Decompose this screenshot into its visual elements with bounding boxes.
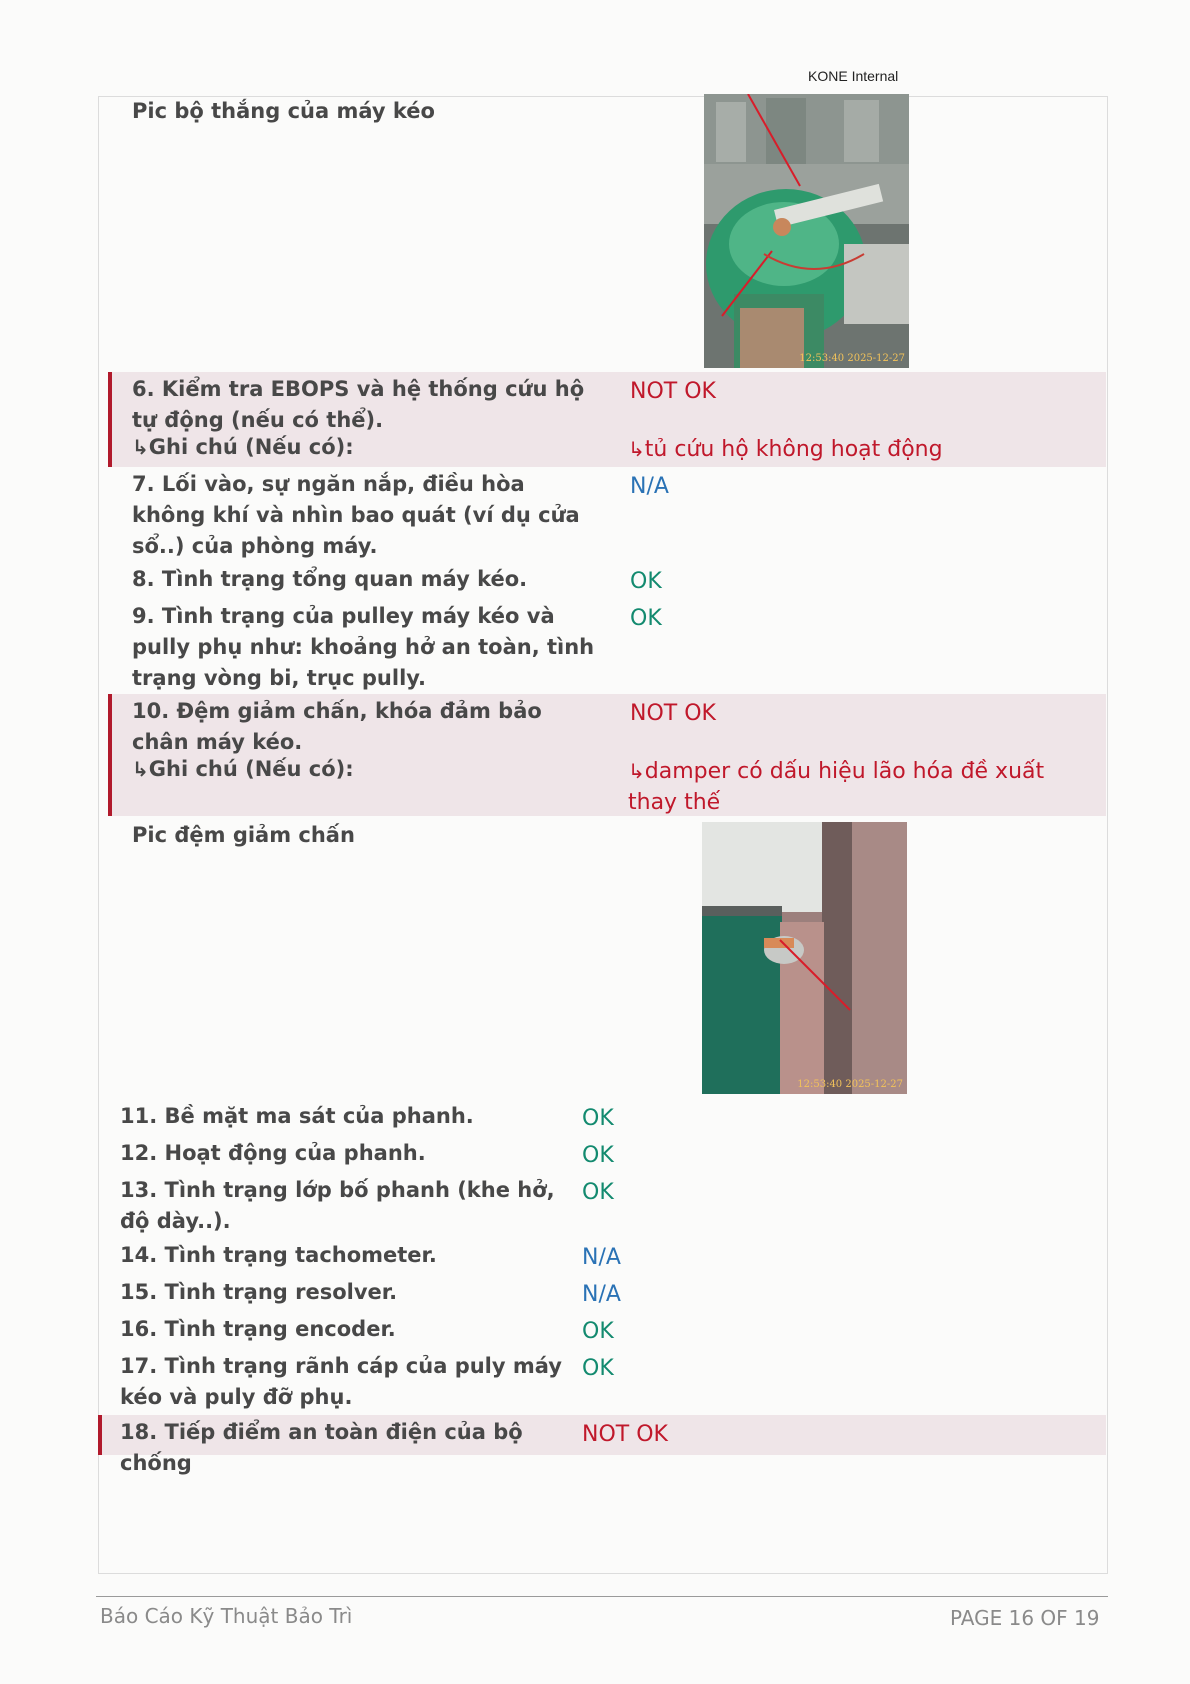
item-status: OK [582, 1180, 614, 1205]
checklist-item-14 [108, 1240, 1106, 1274]
footer-divider [96, 1596, 1108, 1597]
item-status: NOT OK [582, 1422, 668, 1447]
item-question: 13. Tình trạng lớp bố phanh (khe hở, độ dày..). [120, 1178, 555, 1233]
item-question: 18. Tiếp điểm an toàn điện của bộ chống [120, 1420, 523, 1475]
item-status: OK [630, 606, 662, 631]
checklist-item-18 [98, 1415, 1106, 1475]
item-status: OK [630, 569, 662, 594]
item-note: ↳tủ cứu hộ không hoạt động [628, 437, 943, 462]
item-status: N/A [630, 474, 669, 499]
damper-pic-row [108, 818, 1106, 1098]
brake-photo [704, 94, 909, 368]
item-question: 10. Đệm giảm chấn, khóa đảm bảo chân máy kéo. [132, 699, 542, 754]
checklist-item-9 [108, 601, 1106, 693]
item-status: NOT OK [630, 701, 716, 726]
note-arrow-icon: ↳ [132, 435, 149, 459]
note-arrow-icon: ↳ [628, 437, 645, 461]
checklist-item-12 [108, 1138, 1106, 1172]
damper-photo-image [702, 822, 907, 1094]
item-status: OK [582, 1319, 614, 1344]
brake-pic-row [108, 96, 1106, 372]
classification-label: KONE Internal [808, 68, 899, 84]
damper-pic-label: Pic đệm giảm chấn [132, 823, 355, 847]
brake-photo-timestamp: 12:53:40 2025-12-27 [799, 353, 905, 364]
item-status: N/A [582, 1245, 621, 1270]
note-arrow-icon: ↳ [628, 759, 645, 783]
item-question: 7. Lối vào, sự ngăn nắp, điều hòa không khí và nhìn bao quát (ví dụ cửa sổ..) của phòng máy. [132, 472, 580, 558]
item-question: 11. Bề mặt ma sát của phanh. [120, 1104, 474, 1128]
item-question: 8. Tình trạng tổng quan máy kéo. [132, 567, 528, 591]
item-question: 17. Tình trạng rãnh cáp của puly máy kéo và puly đỡ phụ. [120, 1354, 562, 1409]
item-question: 14. Tình trạng tachometer. [120, 1243, 437, 1267]
checklist-item-6 [108, 372, 1106, 467]
checklist-item-10 [108, 694, 1106, 816]
item-status: NOT OK [630, 379, 716, 404]
checklist-item-16 [108, 1314, 1106, 1348]
item-question: 9. Tình trạng của pulley máy kéo và pully phụ như: khoảng hở an toàn, tình trạng vòng bi, trục pully. [132, 604, 595, 690]
item-question: 12. Hoạt động của phanh. [120, 1141, 426, 1165]
page-number: PAGE 16 OF 19 [950, 1606, 1100, 1630]
item-status: N/A [582, 1282, 621, 1307]
item-note-label: ↳Ghi chú (Nếu có): [132, 435, 354, 459]
checklist-item-15 [108, 1277, 1106, 1311]
item-question: 16. Tình trạng encoder. [120, 1317, 396, 1341]
item-note: ↳damper có dấu hiệu lão hóa đề xuất thay thế [628, 759, 1045, 815]
footer-title: Báo Cáo Kỹ Thuật Bảo Trì [100, 1604, 353, 1628]
damper-photo-timestamp: 12:53:40 2025-12-27 [797, 1079, 903, 1090]
item-question: 6. Kiểm tra EBOPS và hệ thống cứu hộ tự động (nếu có thể). [132, 377, 585, 432]
item-note-label: ↳Ghi chú (Nếu có): [132, 757, 354, 781]
brake-photo-image [704, 94, 909, 368]
checklist-item-11 [108, 1101, 1106, 1135]
item-status: OK [582, 1356, 614, 1381]
checklist-item-8 [108, 564, 1106, 598]
note-arrow-icon: ↳ [132, 757, 149, 781]
damper-photo [702, 822, 907, 1094]
checklist-item-13 [108, 1175, 1106, 1237]
item-status: OK [582, 1106, 614, 1131]
item-question: 15. Tình trạng resolver. [120, 1280, 398, 1304]
item-status: OK [582, 1143, 614, 1168]
checklist-item-7 [108, 469, 1106, 561]
brake-pic-label: Pic bộ thắng của máy kéo [132, 99, 435, 123]
checklist-item-17 [108, 1351, 1106, 1413]
